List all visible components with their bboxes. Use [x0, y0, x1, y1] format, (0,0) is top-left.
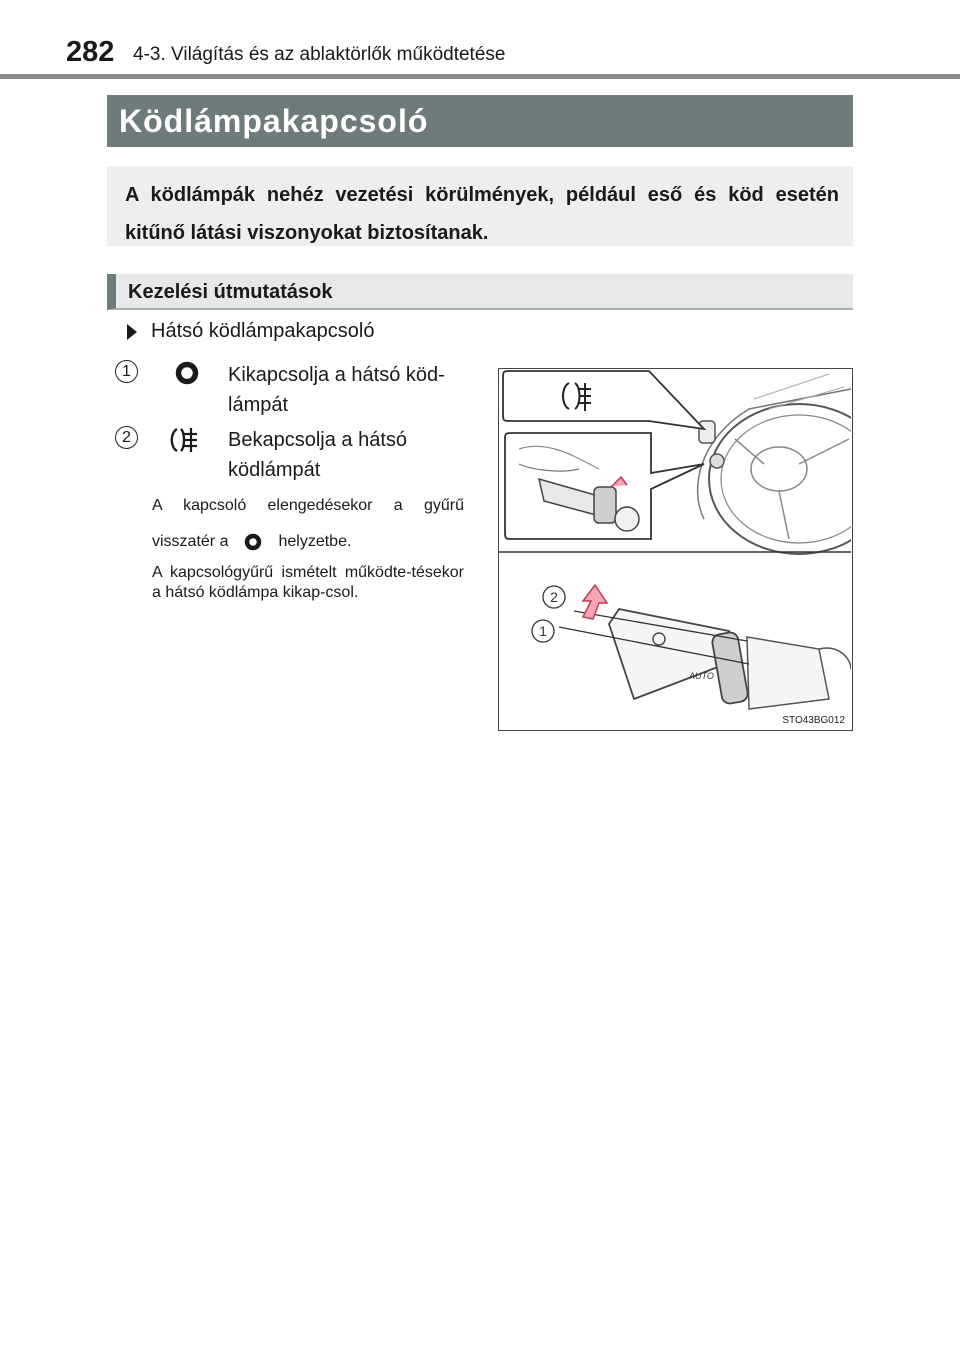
item-1-line-2: lámpát [228, 394, 289, 416]
illustration-figure [498, 368, 853, 731]
off-ring-icon [238, 531, 272, 553]
release-note [152, 493, 464, 555]
callout-1: 1 [539, 623, 547, 639]
rear-fog-lamp-icon [168, 424, 202, 456]
auto-label: AUTO [689, 671, 714, 681]
bullet-item [127, 320, 374, 343]
figure-code: STO43BG012 [782, 715, 845, 726]
header-divider [0, 74, 960, 79]
item-2-line-1: Bekapcsolja a hátsó [228, 429, 408, 451]
off-ring-icon [170, 358, 204, 388]
release-note-line-3: helyzetbe. [278, 533, 352, 550]
repeat-note: A kapcsológyűrű ismételt működte-tésekor a hátsó ködlámpa kikap-csol. [152, 564, 464, 601]
page-number: 282 [66, 36, 115, 68]
page-title: Ködlámpakapcsoló [107, 95, 853, 147]
item-1-text [228, 360, 445, 420]
intro-box [107, 166, 853, 246]
fog-switch-illustration [499, 369, 851, 729]
intro-text: A ködlámpák nehéz vezetési körülmények, például eső és köd esetén kitűnő látási viszonyokat biztosítanak. [125, 184, 839, 244]
item-number-2: 2 [115, 426, 138, 449]
bullet-label: Hátsó ködlámpakapcsoló [151, 320, 375, 342]
section-title: 4-3. Világítás és az ablaktörlők működtetése [133, 44, 506, 65]
subheading: Kezelési útmutatások [107, 274, 853, 310]
item-2-text [228, 425, 407, 485]
item-2-line-2: ködlámpát [228, 459, 321, 481]
item-1-line-1: Kikapcsolja a hátsó köd- [228, 364, 445, 386]
item-number-1: 1 [115, 360, 138, 383]
release-note-line-1: A kapcsoló elengedésekor a gyűrű [152, 497, 464, 514]
triangle-bullet-icon [127, 324, 137, 340]
callout-2: 2 [550, 589, 558, 605]
release-note-line-2: visszatér a [152, 533, 229, 550]
